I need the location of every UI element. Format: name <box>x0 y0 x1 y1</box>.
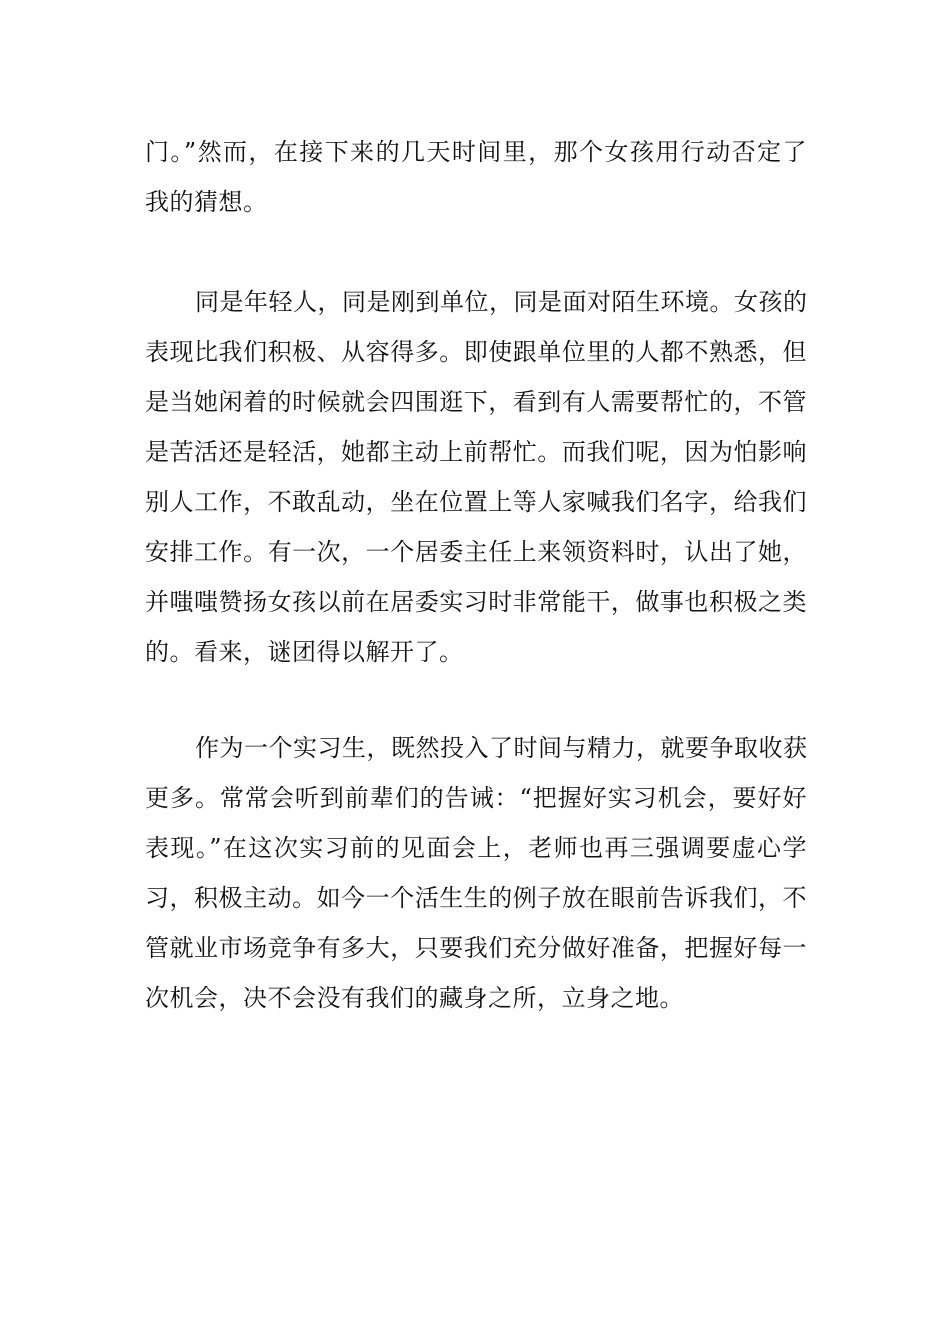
paragraph-3 <box>145 723 807 1023</box>
paragraph-line: 别人工作，不敢乱动，坐在位置上等人家喊我们名字，给我们 <box>145 488 807 516</box>
paragraph-line: 是当她闲着的时候就会四围逛下，看到有人需要帮忙的，不管 <box>145 388 807 416</box>
paragraph-line: 同是年轻人，同是刚到单位，同是面对陌生环境。女孩的 <box>195 288 808 316</box>
paragraph-line: 我的猜想。 <box>145 188 268 216</box>
paragraph-line: 表现。”在这次实习前的见面会上，老师也再三强调要虚心学 <box>145 834 807 862</box>
paragraph-line: 并嗤嗤赞扬女孩以前在居委实习时非常能干，做事也积极之类 <box>145 588 807 616</box>
paragraph-line: 的。看来，谜团得以解开了。 <box>145 638 464 666</box>
paragraph-line: 管就业市场竞争有多大，只要我们充分做好准备，把握好每一 <box>145 934 807 962</box>
paragraph-line: 是苦活还是轻活，她都主动上前帮忙。而我们呢，因为怕影响 <box>145 438 807 466</box>
paragraph-line: 作为一个实习生，既然投入了时间与精力，就要争取收获 <box>195 734 808 762</box>
paragraph-line: 表现比我们积极、从容得多。即使跟单位里的人都不熟悉，但 <box>145 338 807 366</box>
paragraph-1 <box>145 127 807 227</box>
paragraph-line: 次机会，决不会没有我们的藏身之所，立身之地。 <box>145 984 684 1012</box>
paragraph-line: 门。”然而，在接下来的几天时间里，那个女孩用行动否定了 <box>145 138 807 166</box>
paragraph-line: 更多。常常会听到前辈们的告诫：“把握好实习机会，要好好 <box>145 784 807 812</box>
paragraph-2 <box>145 277 807 677</box>
paragraph-line: 安排工作。有一次，一个居委主任上来领资料时，认出了她， <box>145 538 807 566</box>
paragraph-line: 习，积极主动。如今一个活生生的例子放在眼前告诉我们，不 <box>145 884 807 912</box>
